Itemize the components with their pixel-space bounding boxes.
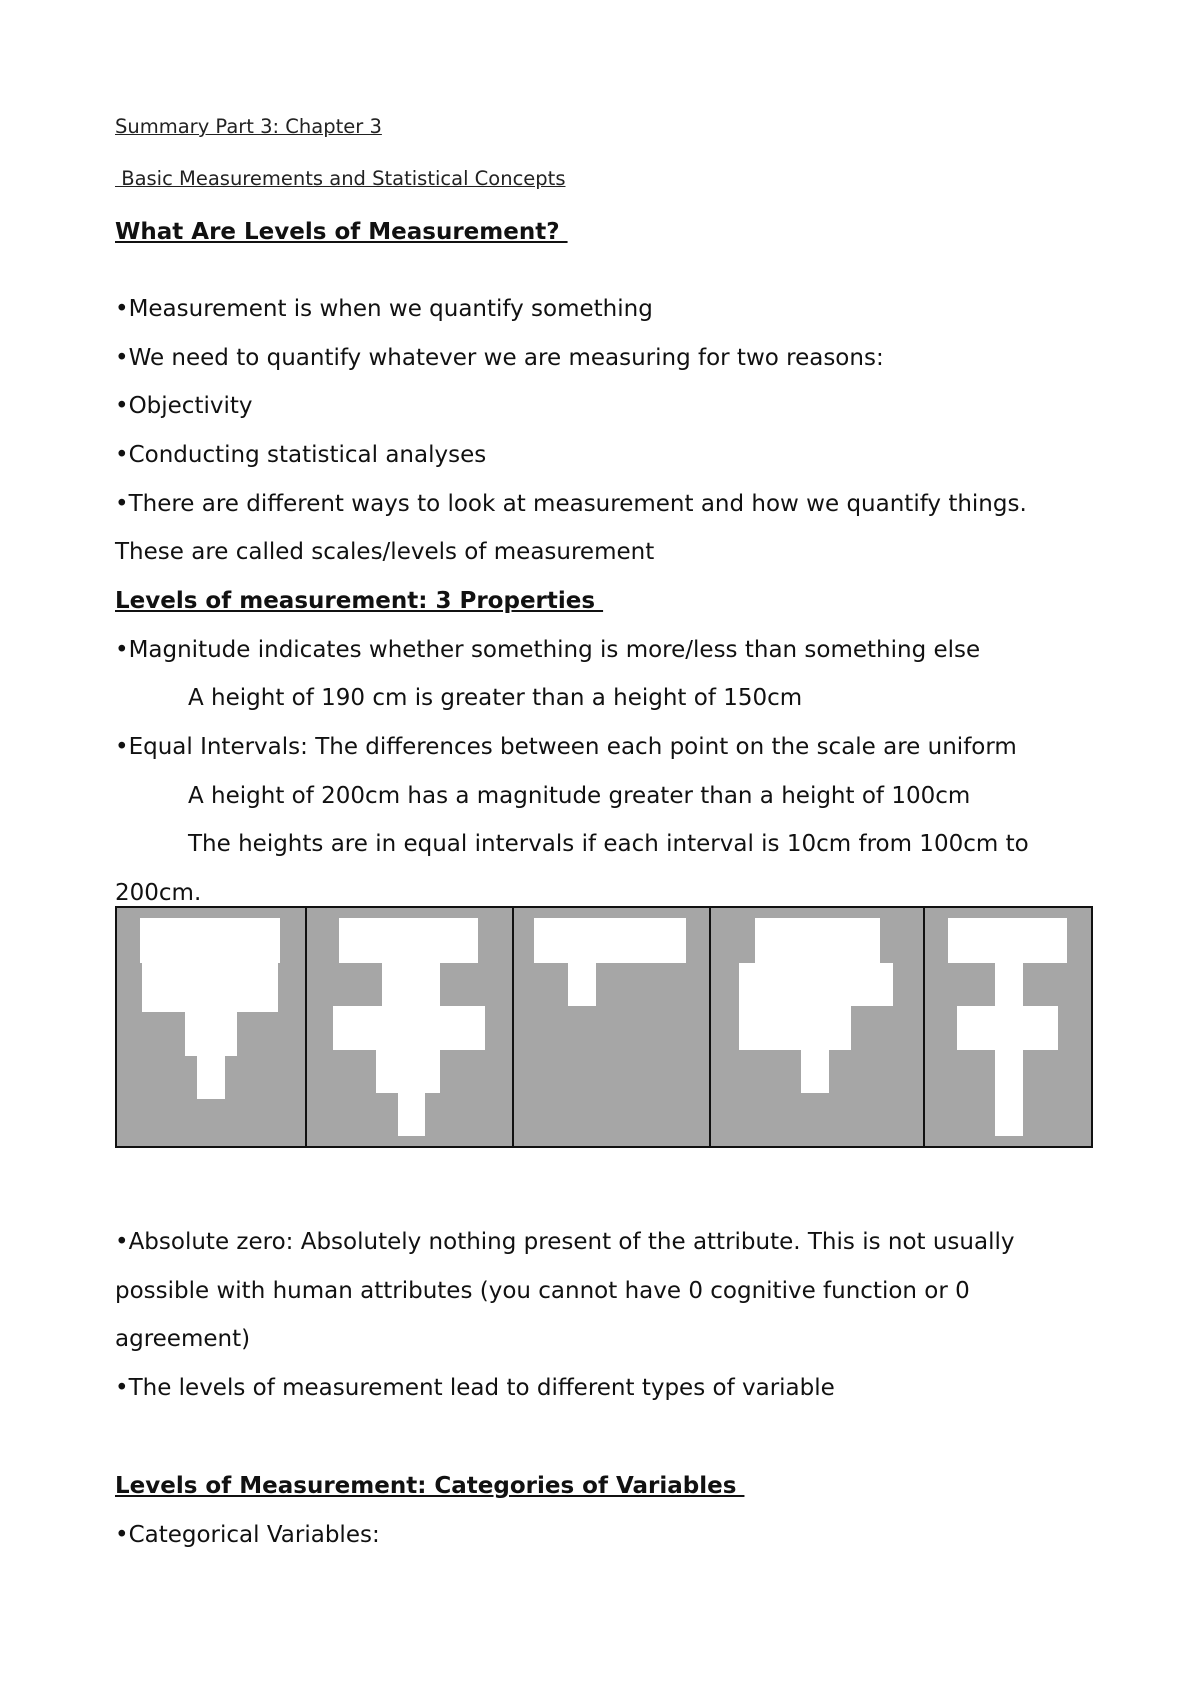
bullet-categorical-variables: •Categorical Variables: bbox=[115, 1522, 380, 1548]
shapes-figure bbox=[115, 906, 1093, 1148]
section-heading-properties: Levels of measurement: 3 Properties bbox=[115, 588, 604, 614]
bullet-statistical-analyses: •Conducting statistical analyses bbox=[115, 442, 487, 468]
absolute-zero-line-3: agreement) bbox=[115, 1326, 251, 1352]
bullet-different-ways: •There are different ways to look at measurement and how we quantify things. bbox=[115, 491, 1027, 517]
equal-intervals-example-1: A height of 200cm has a magnitude greater than a height of 100cm bbox=[188, 783, 971, 809]
bullet-measurement: •Measurement is when we quantify something bbox=[115, 296, 653, 322]
document-title: Summary Part 3: Chapter 3 bbox=[115, 115, 382, 138]
absolute-zero-line-2: possible with human attributes (you cannot have 0 cognitive function or 0 bbox=[115, 1278, 970, 1304]
shapes-figure-svg bbox=[115, 906, 1093, 1148]
section-heading-categories: Levels of Measurement: Categories of Variables bbox=[115, 1473, 745, 1499]
magnitude-example: A height of 190 cm is greater than a height of 150cm bbox=[188, 685, 803, 711]
bullet-magnitude: •Magnitude indicates whether something is more/less than something else bbox=[115, 637, 981, 663]
bullet-equal-intervals: •Equal Intervals: The differences between each point on the scale are uniform bbox=[115, 734, 1017, 760]
equal-intervals-example-2: The heights are in equal intervals if each interval is 10cm from 100cm to bbox=[188, 831, 1029, 857]
bullet-two-reasons: •We need to quantify whatever we are measuring for two reasons: bbox=[115, 345, 884, 371]
section-heading-levels: What Are Levels of Measurement? bbox=[115, 219, 568, 245]
continuation-text: These are called scales/levels of measurement bbox=[115, 539, 655, 565]
document-subtitle: Basic Measurements and Statistical Concepts bbox=[115, 167, 566, 190]
bullet-absolute-zero: •Absolute zero: Absolutely nothing present of the attribute. This is not usually bbox=[115, 1229, 1015, 1255]
bullet-types-of-variable: •The levels of measurement lead to different types of variable bbox=[115, 1375, 835, 1401]
equal-intervals-example-2-cont: 200cm. bbox=[115, 880, 202, 906]
bullet-objectivity: •Objectivity bbox=[115, 393, 253, 419]
